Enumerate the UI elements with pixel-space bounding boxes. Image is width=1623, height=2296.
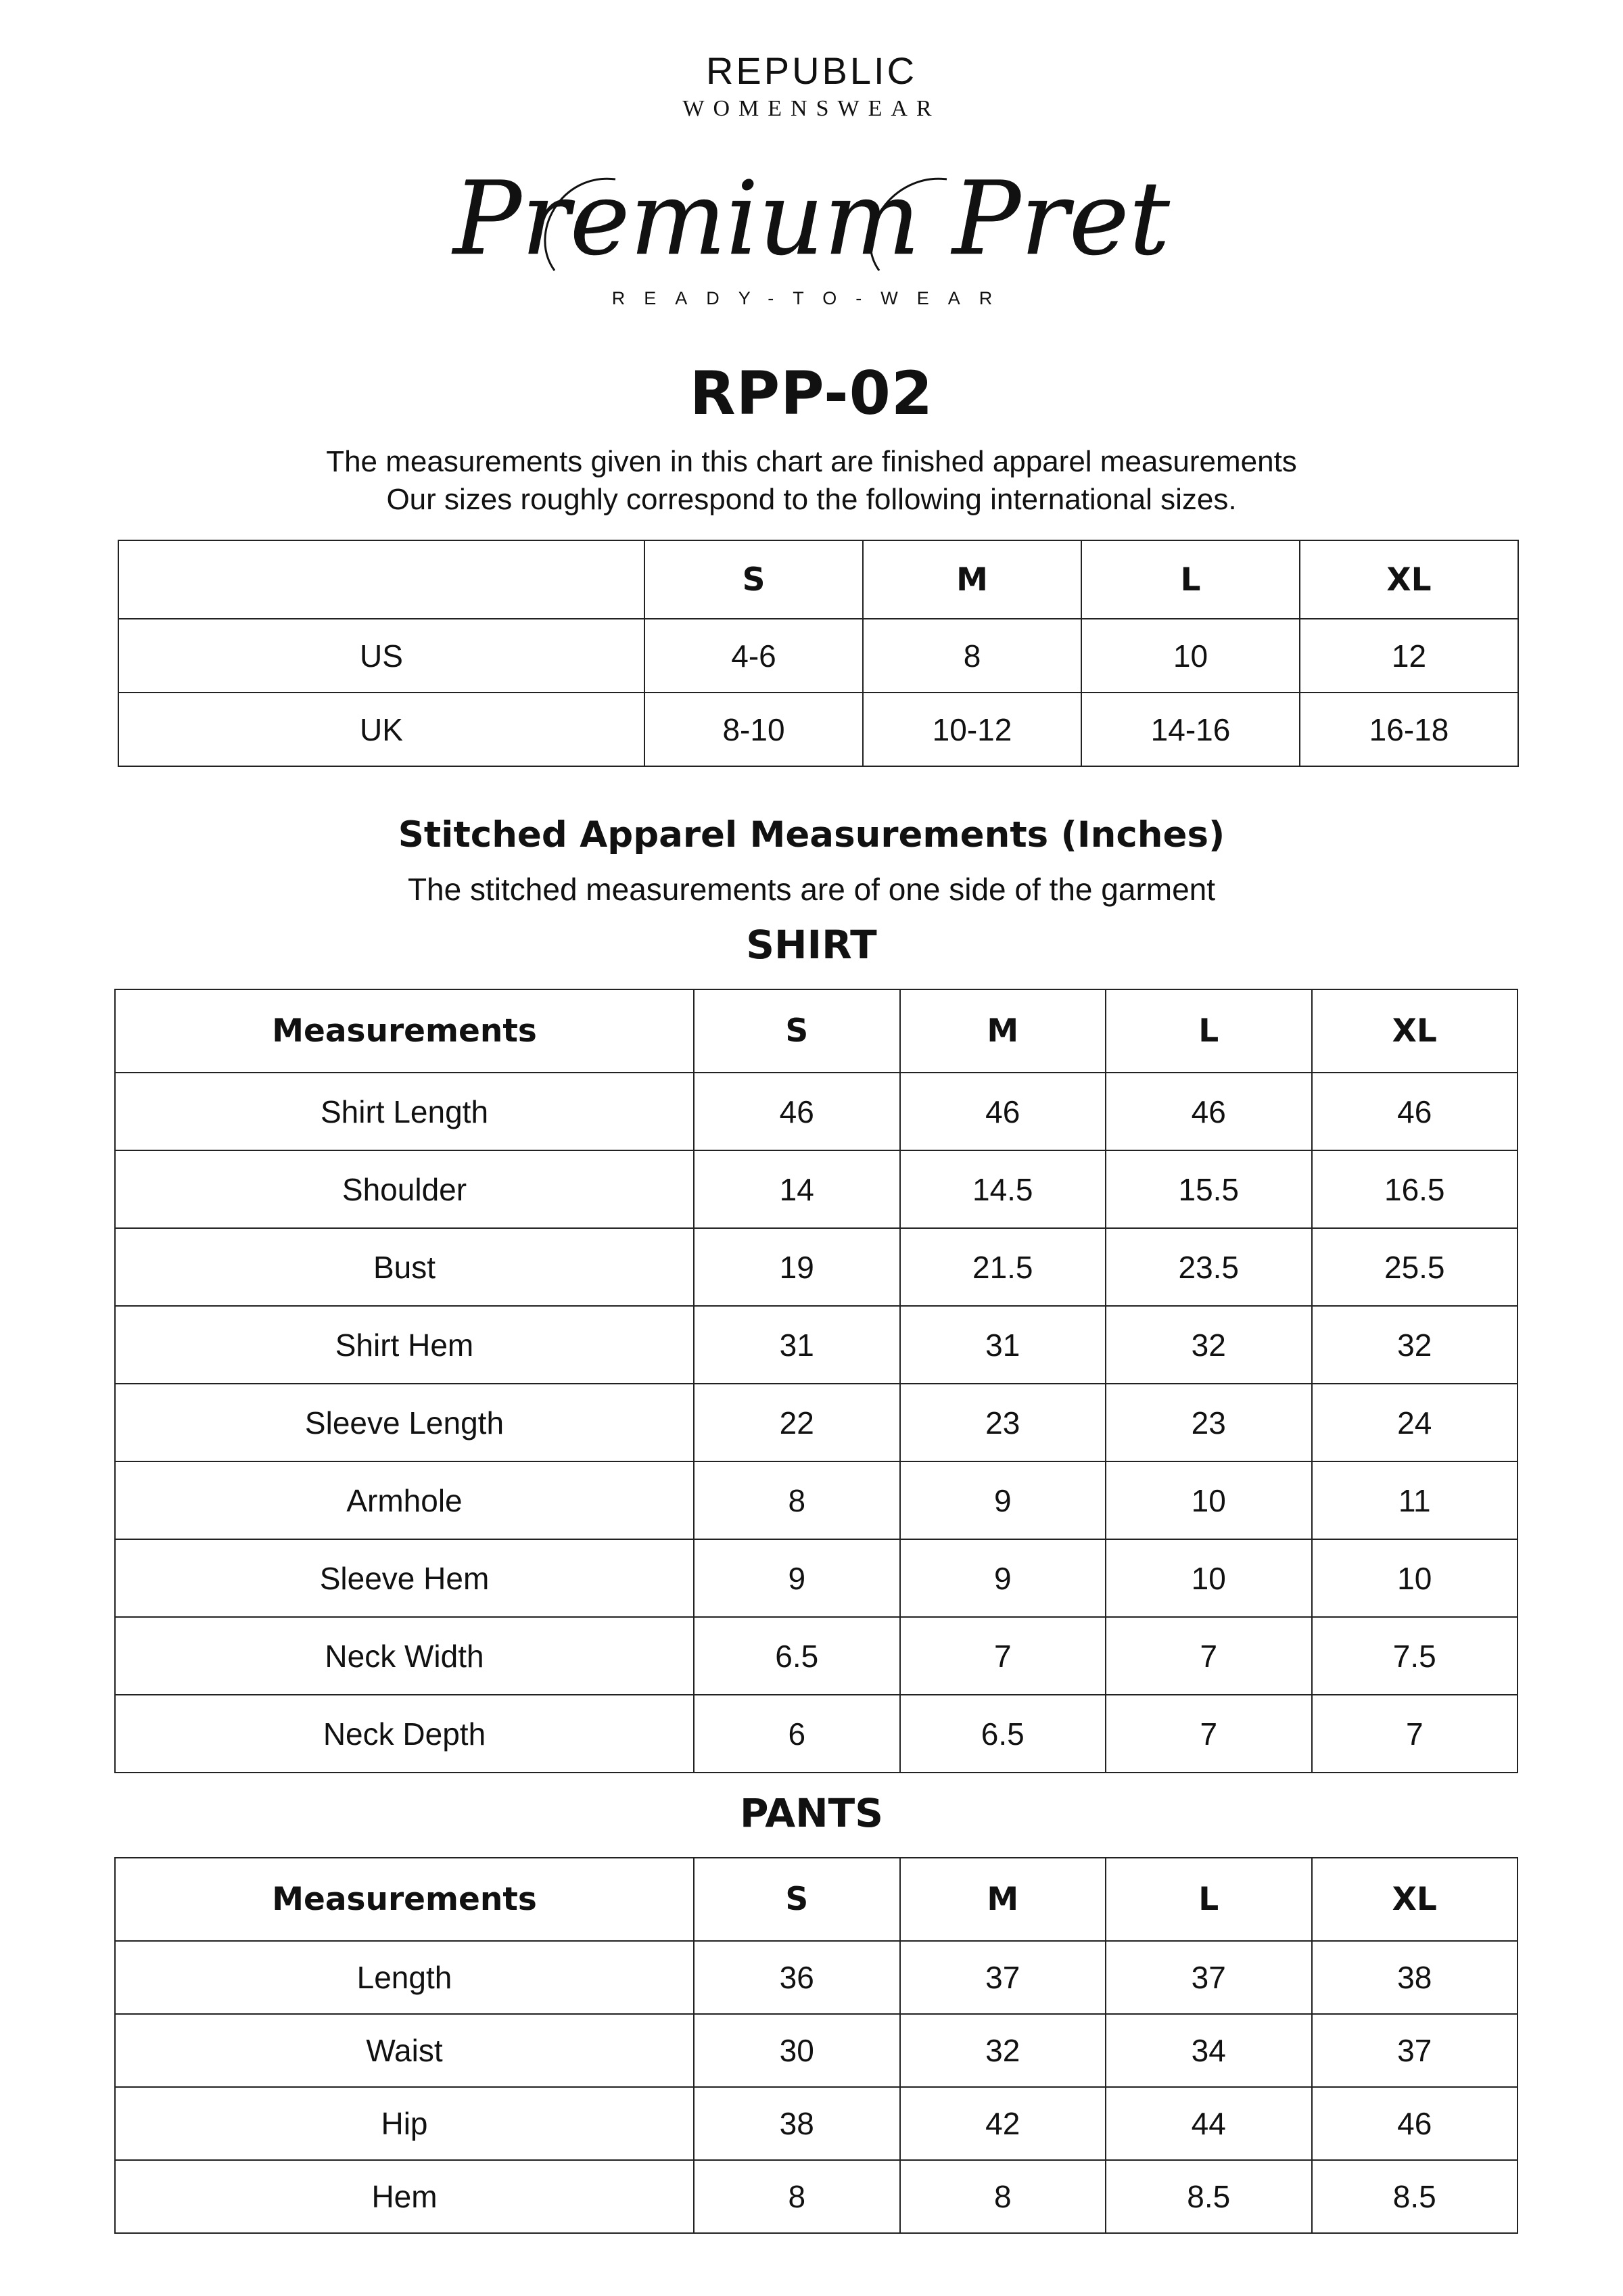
table-cell: 8 bbox=[694, 2160, 900, 2233]
table-cell: 11 bbox=[1312, 1461, 1518, 1539]
table-row bbox=[115, 2014, 1518, 2087]
table-cell: 8-10 bbox=[644, 693, 863, 766]
table-cell: 31 bbox=[694, 1306, 900, 1384]
header-cell: M bbox=[900, 989, 1106, 1073]
table-cell: 4-6 bbox=[644, 619, 863, 693]
row-label: Neck Width bbox=[115, 1617, 694, 1695]
table-cell: 37 bbox=[1312, 2014, 1518, 2087]
table-header-row bbox=[115, 1858, 1518, 1941]
table-header-row bbox=[115, 989, 1518, 1073]
table-cell: 44 bbox=[1106, 2087, 1312, 2160]
table-cell: 32 bbox=[1106, 1306, 1312, 1384]
table-cell: 46 bbox=[1312, 1073, 1518, 1150]
table-row bbox=[115, 1150, 1518, 1228]
table-cell: 7 bbox=[1312, 1695, 1518, 1773]
table-cell: 8.5 bbox=[1312, 2160, 1518, 2233]
table-cell: 8 bbox=[900, 2160, 1106, 2233]
product-code: RPP-02 bbox=[689, 358, 934, 428]
premium-pret-logo bbox=[453, 152, 1170, 298]
row-label: Hip bbox=[115, 2087, 694, 2160]
table-cell: 15.5 bbox=[1106, 1150, 1312, 1228]
table-cell: 16-18 bbox=[1300, 693, 1518, 766]
row-label: Shoulder bbox=[115, 1150, 694, 1228]
table-row bbox=[115, 1461, 1518, 1539]
table-cell: 46 bbox=[694, 1073, 900, 1150]
shirt-table-body bbox=[115, 989, 1518, 1773]
table-row bbox=[118, 619, 1518, 693]
table-cell: 23 bbox=[1106, 1384, 1312, 1461]
table-row bbox=[118, 693, 1518, 766]
row-label: Armhole bbox=[115, 1461, 694, 1539]
table-row bbox=[115, 1228, 1518, 1306]
stitched-heading: Stitched Apparel Measurements (Inches) bbox=[398, 814, 1225, 856]
brand-name: REPUBLIC bbox=[705, 49, 918, 92]
header-cell: L bbox=[1106, 1858, 1312, 1941]
table-cell: 23.5 bbox=[1106, 1228, 1312, 1306]
table-cell: 14 bbox=[694, 1150, 900, 1228]
table-cell: 8 bbox=[694, 1461, 900, 1539]
table-row bbox=[115, 1539, 1518, 1617]
pants-measurements-table bbox=[114, 1857, 1518, 2234]
row-label: US bbox=[118, 619, 644, 693]
table-cell: 6.5 bbox=[900, 1695, 1106, 1773]
header-cell: S bbox=[644, 540, 863, 619]
tagline: READY-TO-WEAR bbox=[611, 288, 1012, 308]
table-cell: 7 bbox=[1106, 1695, 1312, 1773]
table-cell: 23 bbox=[900, 1384, 1106, 1461]
row-label: Bust bbox=[115, 1228, 694, 1306]
header-cell: L bbox=[1106, 989, 1312, 1073]
pants-table-body bbox=[115, 1858, 1518, 2233]
table-cell: 38 bbox=[1312, 1941, 1518, 2014]
row-label: Sleeve Length bbox=[115, 1384, 694, 1461]
international-size-table bbox=[118, 540, 1519, 767]
header-cell: Measurements bbox=[115, 989, 694, 1073]
table-cell: 14-16 bbox=[1081, 693, 1300, 766]
header-cell: S bbox=[694, 989, 900, 1073]
row-label: Waist bbox=[115, 2014, 694, 2087]
table-cell: 14.5 bbox=[900, 1150, 1106, 1228]
table-cell: 7.5 bbox=[1312, 1617, 1518, 1695]
table-cell: 42 bbox=[900, 2087, 1106, 2160]
row-label: Sleeve Hem bbox=[115, 1539, 694, 1617]
table-row bbox=[115, 1695, 1518, 1773]
pants-title: PANTS bbox=[740, 1790, 883, 1836]
table-cell: 22 bbox=[694, 1384, 900, 1461]
table-cell: 9 bbox=[694, 1539, 900, 1617]
table-cell: 24 bbox=[1312, 1384, 1518, 1461]
header-cell: XL bbox=[1312, 1858, 1518, 1941]
header-cell: S bbox=[694, 1858, 900, 1941]
table-cell: 9 bbox=[900, 1539, 1106, 1617]
header-cell bbox=[118, 540, 644, 619]
table-cell: 34 bbox=[1106, 2014, 1312, 2087]
row-label: Shirt Hem bbox=[115, 1306, 694, 1384]
table-cell: 37 bbox=[1106, 1941, 1312, 2014]
table-cell: 25.5 bbox=[1312, 1228, 1518, 1306]
table-cell: 36 bbox=[694, 1941, 900, 2014]
row-label: Hem bbox=[115, 2160, 694, 2233]
table-header-row bbox=[118, 540, 1518, 619]
table-cell: 21.5 bbox=[900, 1228, 1106, 1306]
table-cell: 19 bbox=[694, 1228, 900, 1306]
intro-line-2: Our sizes roughly correspond to the following international sizes. bbox=[386, 483, 1237, 516]
table-cell: 46 bbox=[900, 1073, 1106, 1150]
table-cell: 8 bbox=[863, 619, 1081, 693]
table-cell: 16.5 bbox=[1312, 1150, 1518, 1228]
intro-line-1: The measurements given in this chart are finished apparel measurements bbox=[326, 445, 1297, 478]
table-row bbox=[115, 1941, 1518, 2014]
header-cell: Measurements bbox=[115, 1858, 694, 1941]
row-label: Length bbox=[115, 1941, 694, 2014]
table-cell: 6.5 bbox=[694, 1617, 900, 1695]
table-cell: 32 bbox=[900, 2014, 1106, 2087]
table-cell: 38 bbox=[694, 2087, 900, 2160]
table-row bbox=[115, 1306, 1518, 1384]
header-cell: XL bbox=[1312, 989, 1518, 1073]
table-cell: 46 bbox=[1312, 2087, 1518, 2160]
table-cell: 6 bbox=[694, 1695, 900, 1773]
table-row bbox=[115, 1073, 1518, 1150]
table-cell: 10 bbox=[1312, 1539, 1518, 1617]
header-cell: XL bbox=[1300, 540, 1518, 619]
table-cell: 10 bbox=[1106, 1461, 1312, 1539]
table-row bbox=[115, 2160, 1518, 2233]
brand-line: Premium Pret bbox=[453, 160, 1170, 278]
brand-subtitle: WOMENSWEAR bbox=[682, 96, 941, 121]
table-row bbox=[115, 1384, 1518, 1461]
table-cell: 7 bbox=[1106, 1617, 1312, 1695]
table-cell: 10 bbox=[1081, 619, 1300, 693]
table-row bbox=[115, 2087, 1518, 2160]
header-cell: M bbox=[863, 540, 1081, 619]
header-cell: L bbox=[1081, 540, 1300, 619]
table-cell: 8.5 bbox=[1106, 2160, 1312, 2233]
row-label: Shirt Length bbox=[115, 1073, 694, 1150]
table-cell: 46 bbox=[1106, 1073, 1312, 1150]
table-cell: 31 bbox=[900, 1306, 1106, 1384]
table-cell: 37 bbox=[900, 1941, 1106, 2014]
table-cell: 10-12 bbox=[863, 693, 1081, 766]
table-cell: 12 bbox=[1300, 619, 1518, 693]
shirt-title: SHIRT bbox=[746, 922, 877, 968]
table-cell: 9 bbox=[900, 1461, 1106, 1539]
table-cell: 10 bbox=[1106, 1539, 1312, 1617]
table-cell: 30 bbox=[694, 2014, 900, 2087]
table-cell: 32 bbox=[1312, 1306, 1518, 1384]
stitched-note: The stitched measurements are of one side of the garment bbox=[407, 872, 1216, 907]
header-cell: M bbox=[900, 1858, 1106, 1941]
table-cell: 7 bbox=[900, 1617, 1106, 1695]
shirt-measurements-table bbox=[114, 989, 1518, 1773]
row-label: UK bbox=[118, 693, 644, 766]
row-label: Neck Depth bbox=[115, 1695, 694, 1773]
table-row bbox=[115, 1617, 1518, 1695]
